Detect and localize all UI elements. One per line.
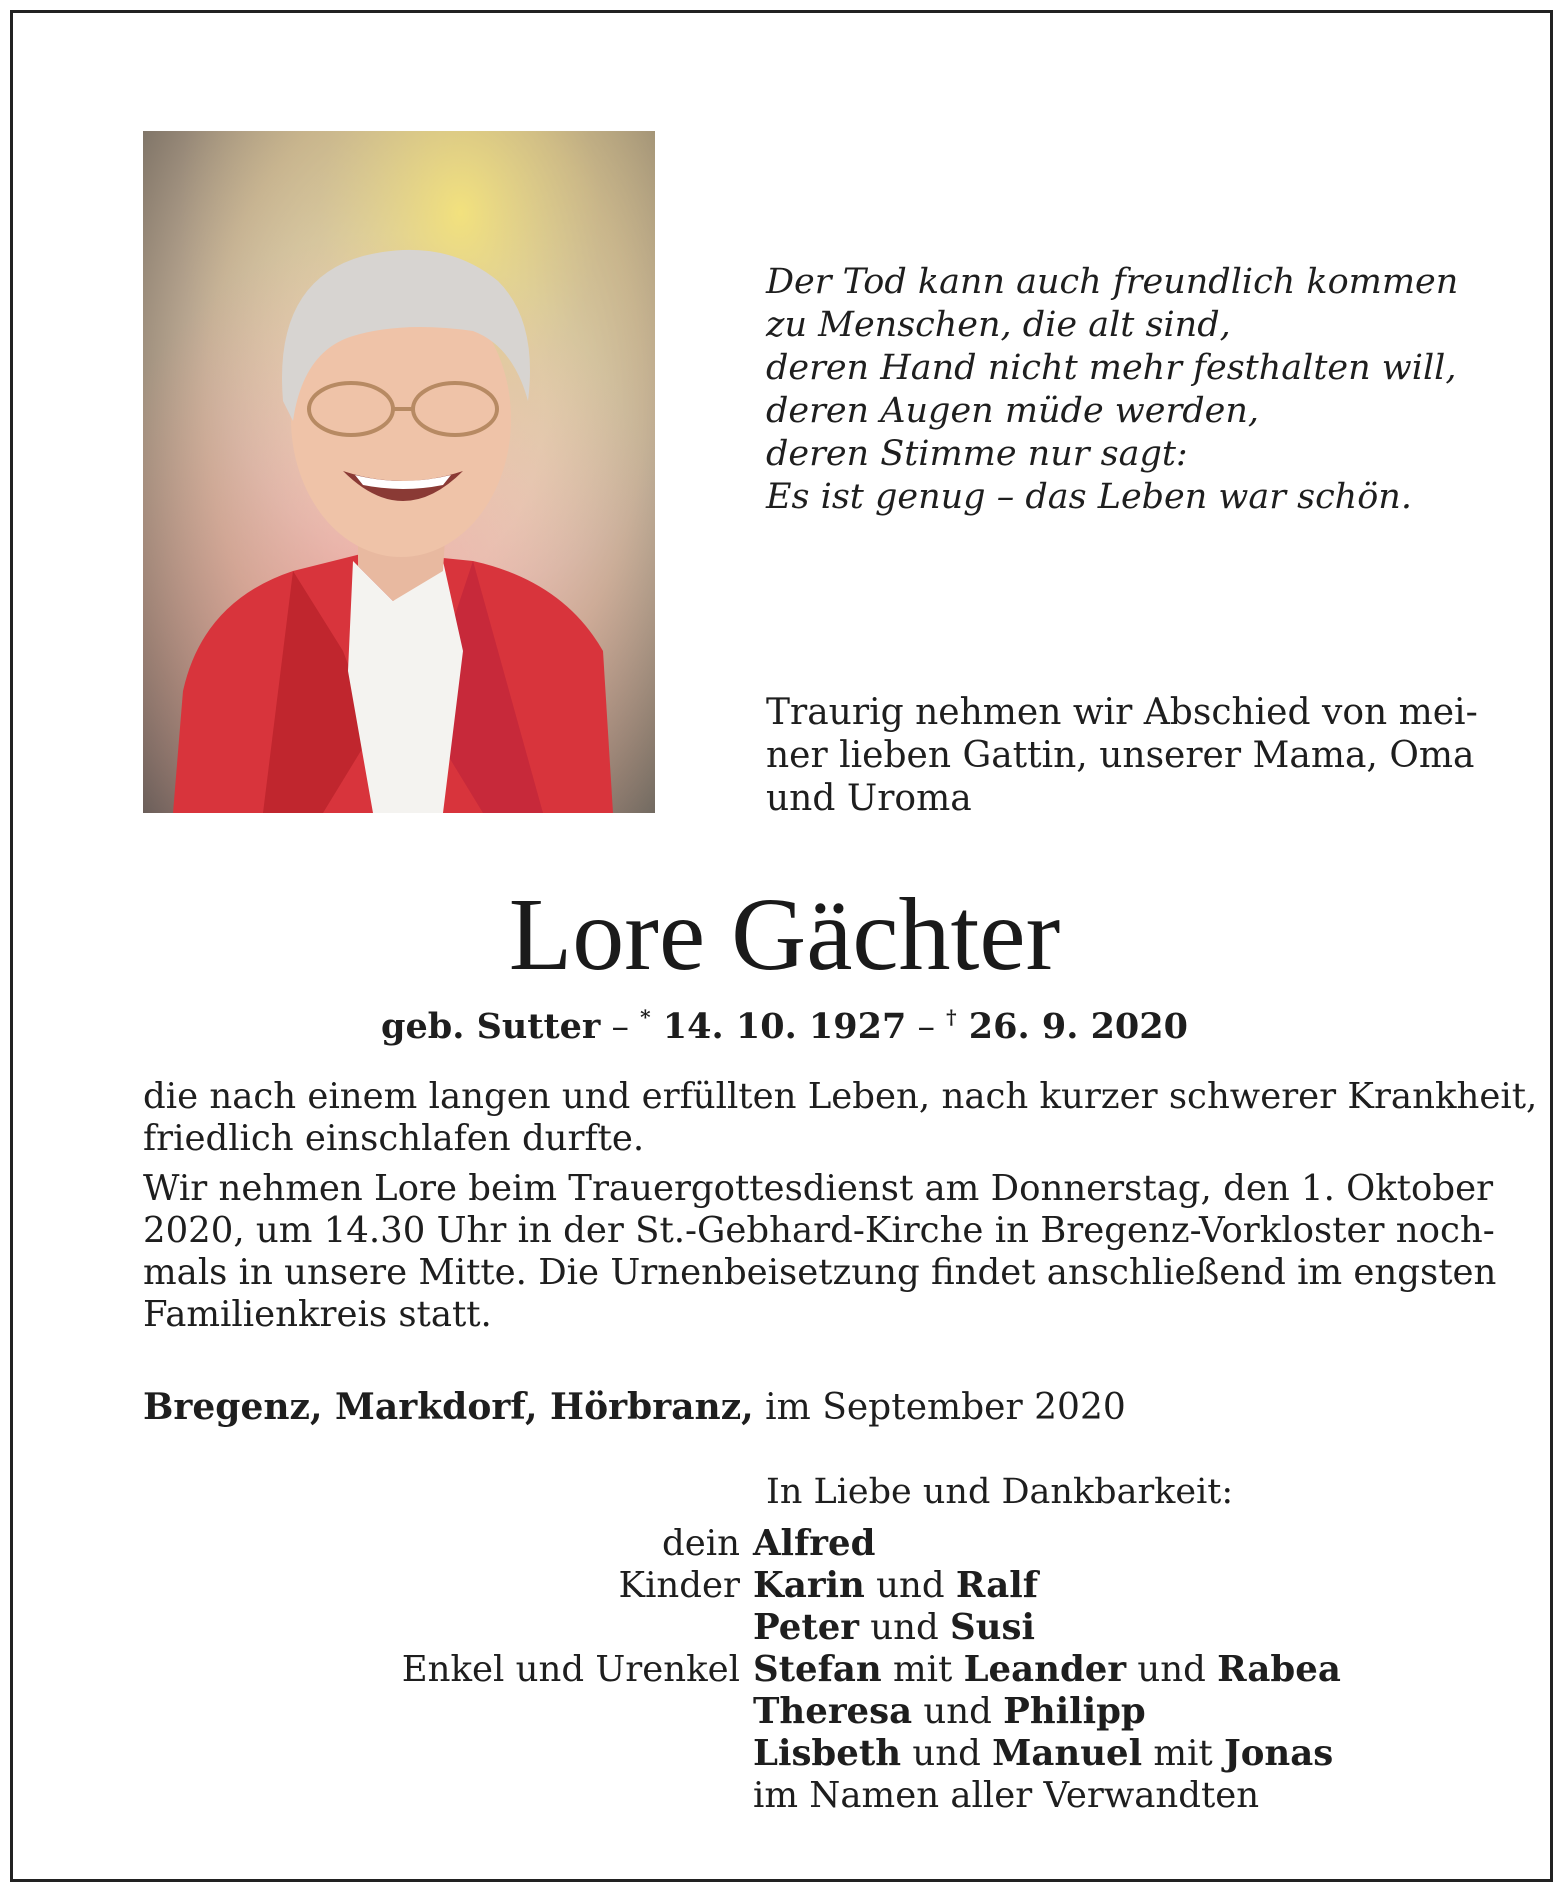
intro-line: und Uroma [766, 778, 972, 819]
connector-word: mit [881, 1649, 964, 1690]
signer-names [753, 1733, 1333, 1775]
signer-name: Lisbeth [753, 1733, 902, 1774]
poem-line: zu Menschen, die alt sind, [766, 305, 1231, 345]
connector-word: und [901, 1733, 993, 1774]
deceased-name: Lore Gächter [508, 877, 1061, 992]
obituary-frame [10, 10, 1553, 1882]
life-dates [13, 995, 1556, 1049]
connector-word: und [912, 1691, 1004, 1732]
birth-symbol: * [640, 1005, 651, 1029]
signer-name: Karin [753, 1565, 865, 1606]
date-separator: – [906, 1007, 947, 1047]
signer-name: Susi [950, 1607, 1035, 1648]
connector-word: und [859, 1607, 951, 1648]
poem-line: Es ist genug – das Leben war schön. [766, 477, 1412, 517]
signer-label: Kinder [618, 1565, 740, 1606]
signer-name: Theresa [753, 1691, 913, 1732]
signer-name: Rabea [1217, 1649, 1341, 1690]
poem-line: Der Tod kann auch freundlich kommen [766, 262, 1459, 302]
signer-name: Alfred [753, 1523, 876, 1564]
signer-name: Ralf [955, 1565, 1038, 1606]
signer-name: Manuel [992, 1733, 1143, 1774]
death-date: 26. 9. 2020 [968, 1006, 1188, 1047]
signer-row [313, 1775, 1513, 1817]
portrait-photo [143, 131, 655, 813]
body-line: mals in unsere Mitte. Die Urnenbeisetzung findet anschließend im engsten [143, 1252, 1497, 1293]
portrait-illustration [143, 131, 655, 813]
signer-label [313, 1775, 753, 1817]
body-line: 2020, um 14.30 Uhr in der St.-Gebhard-Kirche in Bregenz-Vorkloster noch- [143, 1210, 1495, 1251]
signer-name: Leander [963, 1649, 1127, 1690]
birth-date: 14. 10. 1927 [662, 1006, 907, 1047]
signer-names [753, 1607, 1035, 1649]
connector-word: und [864, 1565, 956, 1606]
signer-name: Philipp [1003, 1691, 1146, 1732]
place-and-date [143, 1385, 1126, 1430]
signer-names [753, 1691, 1146, 1733]
signature-closing: im Namen aller Verwandten [753, 1775, 1260, 1816]
intro-line: ner lieben Gattin, unserer Mama, Oma [766, 735, 1475, 776]
birth-name: geb. Sutter [381, 1006, 601, 1047]
body-paragraph [143, 1076, 1538, 1160]
signer-name: Jonas [1223, 1733, 1334, 1774]
body-line: die nach einem langen und erfüllten Leben, nach kurzer schwerer Krankheit, [143, 1076, 1538, 1117]
signer-label [313, 1733, 753, 1775]
date-separator: – [600, 1007, 641, 1047]
signer-row [313, 1565, 1513, 1607]
signers-list [313, 1523, 1513, 1817]
poem-line: deren Hand nicht mehr festhalten will, [766, 348, 1457, 388]
death-symbol: † [946, 1005, 957, 1029]
date-text: im September 2020 [753, 1387, 1126, 1428]
poem-line: deren Stimme nur sagt: [766, 434, 1188, 474]
intro-line: Traurig nehmen wir Abschied von mei- [766, 692, 1478, 733]
signer-row [313, 1523, 1513, 1565]
places: Bregenz, Markdorf, Hörbranz, [143, 1386, 754, 1428]
signer-label: dein [662, 1523, 740, 1564]
connector-word: mit [1142, 1733, 1224, 1774]
body-line: friedlich einschlafen durfte. [143, 1118, 645, 1159]
poem-line: deren Augen müde werden, [766, 391, 1259, 431]
body-line: Familienkreis statt. [143, 1294, 492, 1335]
poem [766, 261, 1458, 519]
signature-lead: In Liebe und Dankbarkeit: [766, 1472, 1234, 1512]
announcement-body [143, 1076, 1538, 1336]
signer-label [313, 1691, 753, 1733]
connector-word: und [1126, 1649, 1218, 1690]
intro-text [766, 691, 1478, 820]
signer-row [313, 1691, 1513, 1733]
signer-row [313, 1607, 1513, 1649]
signer-label: Enkel und Urenkel [401, 1649, 740, 1690]
signer-name: Peter [753, 1607, 860, 1648]
signer-names [753, 1565, 1038, 1607]
signer-name: Stefan [753, 1649, 882, 1690]
signer-names [753, 1523, 875, 1565]
signer-row [313, 1649, 1513, 1691]
signer-names [753, 1649, 1341, 1691]
body-paragraph [143, 1168, 1497, 1336]
signer-row [313, 1733, 1513, 1775]
body-line: Wir nehmen Lore beim Trauergottesdienst am Donnerstag, den 1. Oktober [143, 1168, 1494, 1209]
signer-label [313, 1607, 753, 1649]
